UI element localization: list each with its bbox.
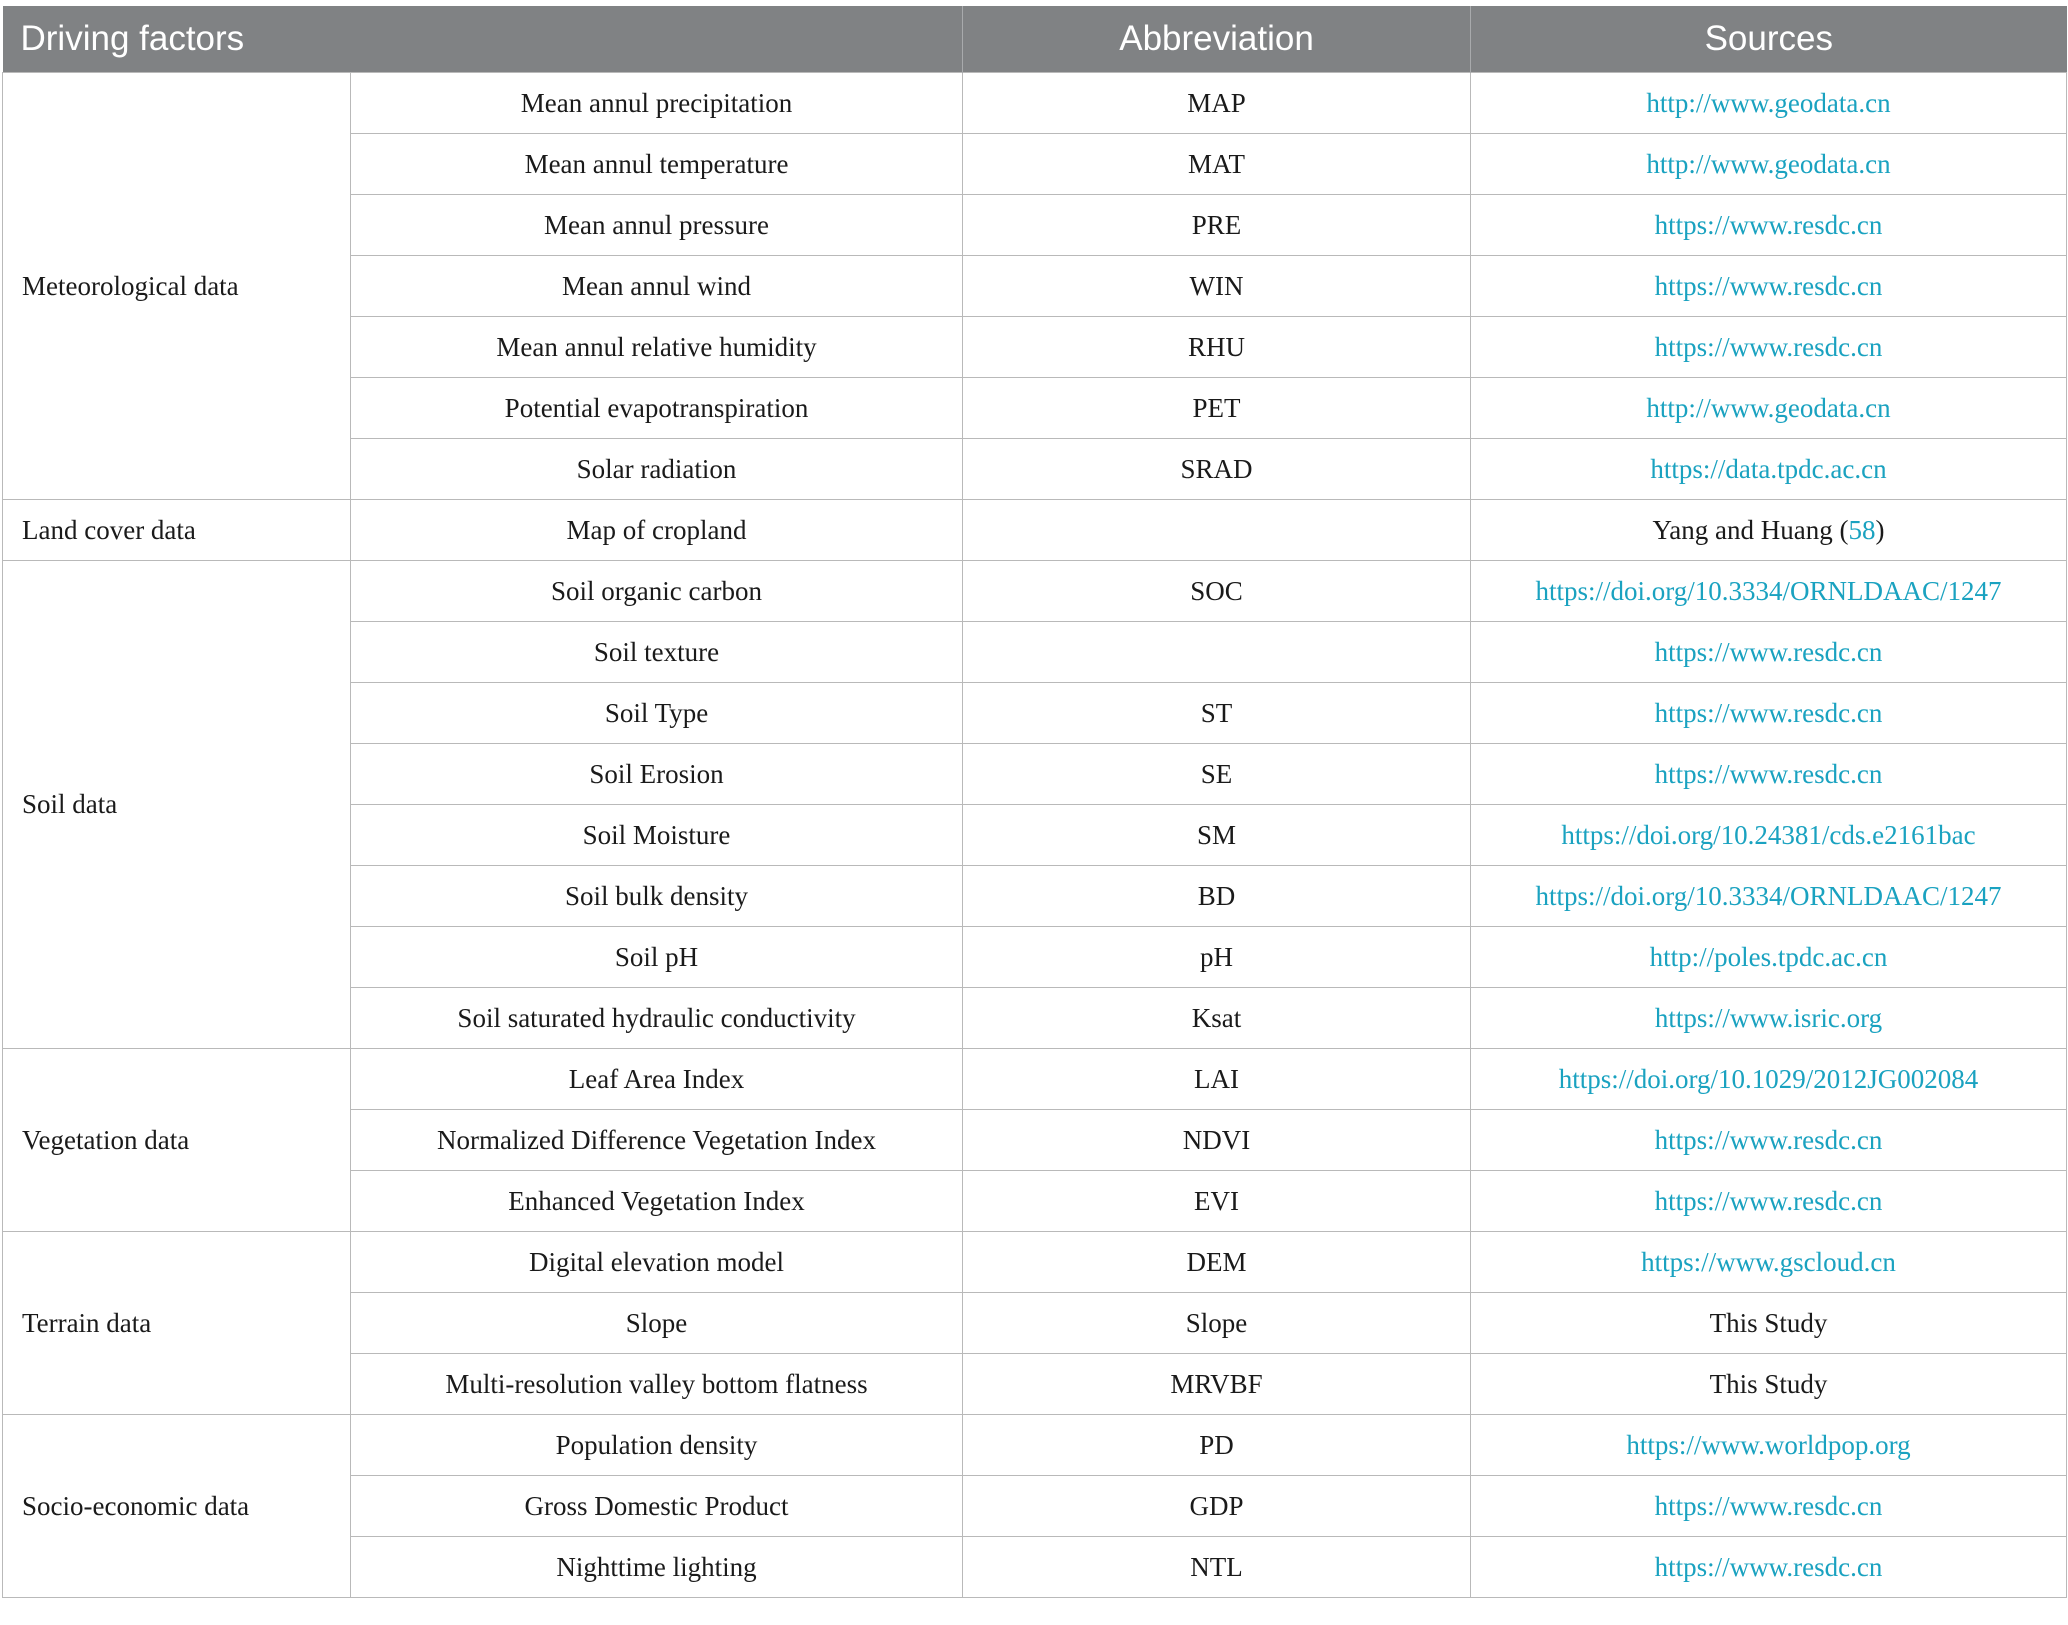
factor-cell: Soil bulk density [351,866,963,927]
factor-cell: Digital elevation model [351,1232,963,1293]
source-link[interactable]: https://doi.org/10.3334/ORNLDAAC/1247 [1535,575,2002,606]
abbreviation-cell: SOC [963,561,1471,622]
source-cell [1471,439,2067,500]
factor-cell: Map of cropland [351,500,963,561]
source-link[interactable]: https://www.resdc.cn [1654,270,1883,301]
factor-cell: Slope [351,1293,963,1354]
factor-cell: Mean annul wind [351,256,963,317]
abbreviation-cell: LAI [963,1049,1471,1110]
table-row [3,500,2067,561]
abbreviation-cell: pH [963,927,1471,988]
factor-cell: Mean annul precipitation [351,73,963,134]
abbreviation-cell: Slope [963,1293,1471,1354]
table-row [3,1415,2067,1476]
factor-cell: Population density [351,1415,963,1476]
table-header-row [3,6,2067,73]
source-link[interactable]: https://doi.org/10.3334/ORNLDAAC/1247 [1535,880,2002,911]
source-link[interactable]: https://doi.org/10.24381/cds.e2161bac [1561,819,1976,850]
abbreviation-cell: BD [963,866,1471,927]
abbreviation-cell: ST [963,683,1471,744]
source-cell [1471,317,2067,378]
abbreviation-cell [963,622,1471,683]
abbreviation-cell: MRVBF [963,1354,1471,1415]
abbreviation-cell: SRAD [963,439,1471,500]
abbreviation-cell [963,500,1471,561]
source-link[interactable]: https://www.isric.org [1654,1002,1883,1033]
source-text: This Study [1709,1307,1828,1338]
factor-cell: Mean annul pressure [351,195,963,256]
source-link[interactable]: https://data.tpdc.ac.cn [1650,453,1887,484]
source-link[interactable]: https://www.resdc.cn [1654,1185,1883,1216]
abbreviation-cell: NDVI [963,1110,1471,1171]
source-link[interactable]: https://www.resdc.cn [1654,758,1883,789]
abbreviation-cell: MAT [963,134,1471,195]
source-link[interactable]: https://www.resdc.cn [1654,1551,1883,1582]
source-link[interactable]: https://www.gscloud.cn [1641,1246,1896,1277]
source-link[interactable]: https://www.resdc.cn [1654,1124,1883,1155]
header-sources: Sources [1471,6,2067,73]
source-link[interactable]: https://www.resdc.cn [1654,1490,1883,1521]
source-link[interactable]: https://www.resdc.cn [1654,209,1883,240]
group-label: Vegetation data [3,1049,351,1232]
source-link[interactable]: https://www.resdc.cn [1654,331,1883,362]
source-link[interactable]: http://www.geodata.cn [1646,87,1891,118]
source-cell [1471,927,2067,988]
table-row [3,73,2067,134]
source-link[interactable]: https://www.worldpop.org [1626,1429,1911,1460]
source-cell [1471,866,2067,927]
abbreviation-cell: SE [963,744,1471,805]
source-link[interactable]: http://poles.tpdc.ac.cn [1649,941,1888,972]
source-cell [1471,500,2067,561]
source-cell [1471,561,2067,622]
factor-cell: Gross Domestic Product [351,1476,963,1537]
abbreviation-cell: Ksat [963,988,1471,1049]
table-row [3,561,2067,622]
factor-cell: Multi-resolution valley bottom flatness [351,1354,963,1415]
abbreviation-cell: PRE [963,195,1471,256]
group-label: Terrain data [3,1232,351,1415]
source-text-tail: ) [1875,514,1885,545]
source-cell [1471,622,2067,683]
table-row [3,1232,2067,1293]
factor-cell: Mean annul relative humidity [351,317,963,378]
source-cell [1471,134,2067,195]
abbreviation-cell: SM [963,805,1471,866]
source-cell [1471,988,2067,1049]
abbreviation-cell: RHU [963,317,1471,378]
source-cell [1471,683,2067,744]
factor-cell: Soil organic carbon [351,561,963,622]
group-label: Soil data [3,561,351,1049]
factor-cell: Soil Erosion [351,744,963,805]
source-cell [1471,1232,2067,1293]
source-link[interactable]: http://www.geodata.cn [1646,392,1891,423]
source-cell [1471,1415,2067,1476]
source-cell [1471,1354,2067,1415]
factor-cell: Soil Type [351,683,963,744]
group-label: Meteorological data [3,73,351,500]
abbreviation-cell: PET [963,378,1471,439]
source-cell [1471,195,2067,256]
citation-link[interactable]: 58 [1848,514,1876,545]
abbreviation-cell: NTL [963,1537,1471,1598]
factor-cell: Soil Moisture [351,805,963,866]
abbreviation-cell: GDP [963,1476,1471,1537]
header-abbreviation: Abbreviation [963,6,1471,73]
abbreviation-cell: PD [963,1415,1471,1476]
factor-cell: Nighttime lighting [351,1537,963,1598]
source-cell [1471,1476,2067,1537]
source-cell [1471,1293,2067,1354]
factor-cell: Soil saturated hydraulic conductivity [351,988,963,1049]
factor-cell: Soil pH [351,927,963,988]
driving-factors-table [2,6,2067,1598]
source-text: Yang and Huang ( [1652,514,1849,545]
table-body [3,73,2067,1598]
group-label: Socio-economic data [3,1415,351,1598]
driving-factors-table-container [2,6,2066,1598]
source-cell [1471,73,2067,134]
source-link[interactable]: https://www.resdc.cn [1654,636,1883,667]
abbreviation-cell: EVI [963,1171,1471,1232]
source-cell [1471,1110,2067,1171]
source-cell [1471,1049,2067,1110]
source-cell [1471,1537,2067,1598]
factor-cell: Soil texture [351,622,963,683]
header-driving-factors: Driving factors [3,6,963,73]
abbreviation-cell: WIN [963,256,1471,317]
abbreviation-cell: DEM [963,1232,1471,1293]
source-cell [1471,744,2067,805]
source-cell [1471,256,2067,317]
source-link[interactable]: http://www.geodata.cn [1646,148,1891,179]
factor-cell: Mean annul temperature [351,134,963,195]
factor-cell: Solar radiation [351,439,963,500]
factor-cell: Normalized Difference Vegetation Index [351,1110,963,1171]
abbreviation-cell: MAP [963,73,1471,134]
group-label: Land cover data [3,500,351,561]
source-cell [1471,1171,2067,1232]
source-text: This Study [1709,1368,1828,1399]
source-cell [1471,805,2067,866]
factor-cell: Enhanced Vegetation Index [351,1171,963,1232]
factor-cell: Potential evapotranspiration [351,378,963,439]
table-row [3,1049,2067,1110]
factor-cell: Leaf Area Index [351,1049,963,1110]
source-link[interactable]: https://doi.org/10.1029/2012JG002084 [1558,1063,1979,1094]
source-cell [1471,378,2067,439]
source-link[interactable]: https://www.resdc.cn [1654,697,1883,728]
